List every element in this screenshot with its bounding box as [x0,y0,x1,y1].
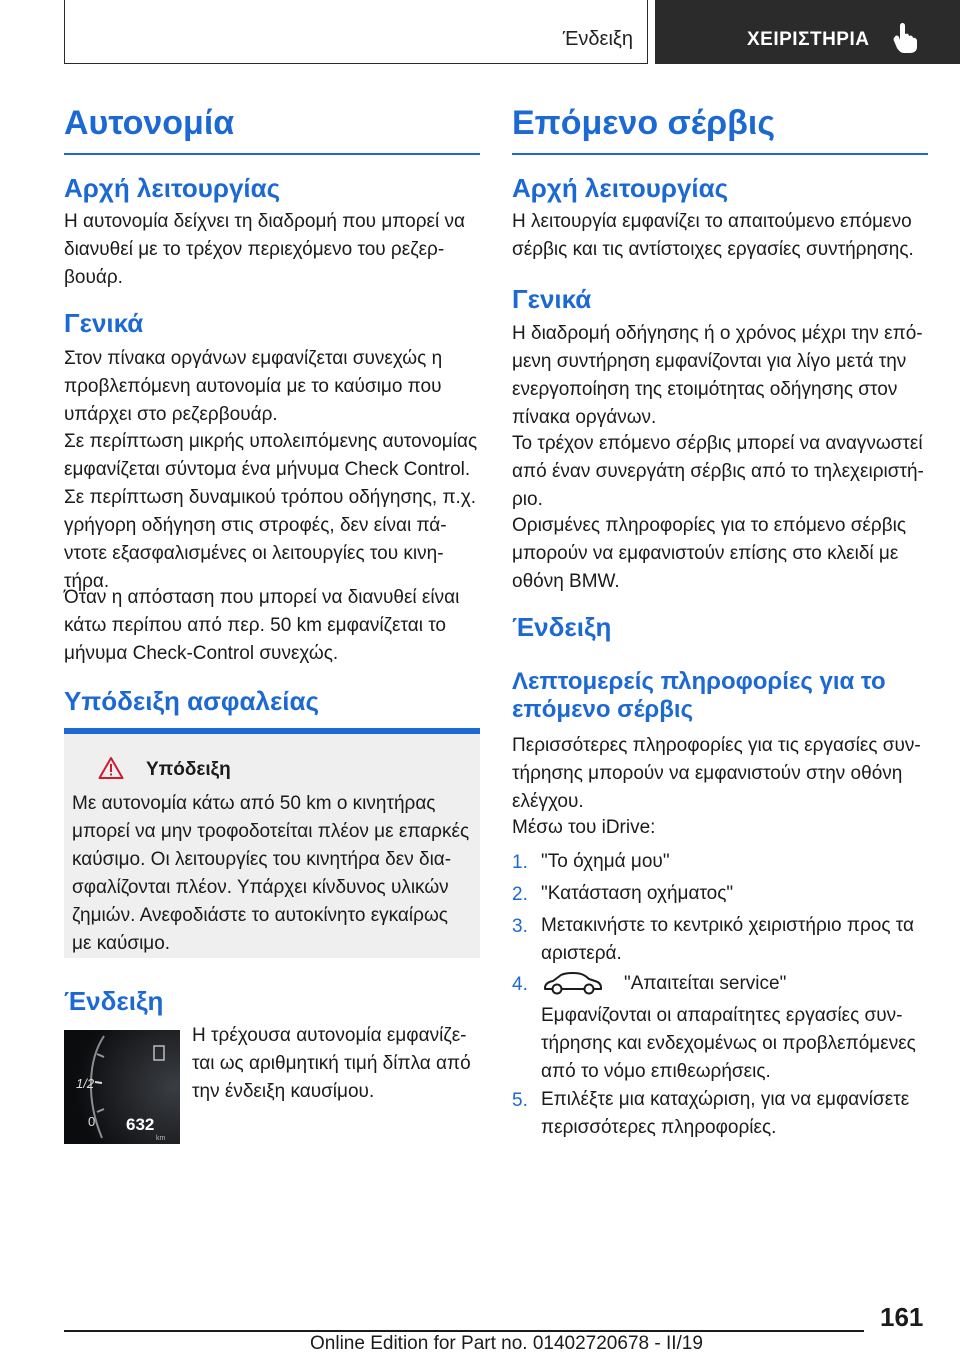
car-service-icon [541,970,605,996]
gauge-range-unit: km [156,1135,166,1142]
page-number: 161 [880,1302,924,1332]
hand-pointer-icon [891,22,919,54]
warning-title: Υπόδειξη [146,759,231,780]
step-number: 2. [512,884,528,905]
service-details-heading: Λεπτομερείς πληροφορίες για το επόμενο σέρβις [512,668,886,723]
range-principle-heading: Αρχή λειτουργίας [64,173,281,203]
range-title: Αυτονομία [64,104,480,155]
fuel-gauge-graphic [64,1030,180,1144]
gauge-zero-label: 0 [88,1114,96,1129]
step-text: Μετακινήστε το κεντρικό χειριστήριο προς τα αριστερά. [541,915,914,964]
service-general-paragraph-3: Ορισμένες πληροφορίες για το επόμενο σέρβις μπορούν να εμφανιστούν επίσης στο κλειδί με οθόνη BMW. [512,515,907,592]
warning-text: Με αυτονομία κάτω από 50 km ο κινητήρας μπορεί να μην τροφοδοτείται πλέον με επαρκές καύσιμο. Οι λειτουργίες του κινητήρα δεν δια- σφαλίζονται πλέον. Υπάρχει κίνδυνος υλικών ζημιών. Ανεφοδιάστε το αυτοκίνητο εγκαίρως με καύσιμο. [72,793,470,954]
step-number: 1. [512,852,528,873]
step-number: 5. [512,1090,528,1111]
service-general-paragraph-2: Το τρέχον επόμενο σέρβις μπορεί να αναγνωστεί από έναν συνεργάτη σέρβις από το τηλεχειριστή- ριο. [512,433,924,510]
step-text: "Το όχημά μου" [541,851,670,872]
footer-rule [64,1330,864,1332]
service-general-paragraph-1: Η διαδρομή οδήγησης ή ο χρόνος μέχρι την επό- μενη συντήρηση εμφανίζονται για λίγο μετά την ενεργοποίηση της ετοιμότητας οδήγησης στον πίνακα οργάνων. [512,323,923,428]
service-display-heading: Ένδειξη [512,612,612,642]
range-principle-text: Η αυτονομία δείχνει τη διαδρομή που μπορεί να διανυθεί με το τρέχον περιεχόμενο του ρεζερ- βουάρ. [64,211,465,288]
range-general-heading: Γενικά [64,308,144,338]
service-principle-text: Η λειτουργία εμφανίζει το απαιτούμενο επόμενο σέρβις και τις αντίστοιχες εργασίες συντήρησης. [512,211,914,260]
step-4-label: "Απαιτείται service" [624,973,787,994]
range-general-paragraph-1: Στον πίνακα οργάνων εμφανίζεται συνεχώς η προβλεπόμενη αυτονομία με το καύσιμο που υπάρχει στο ρεζερβουάρ. [64,348,443,425]
step-number: 4. [512,974,528,995]
step-number: 3. [512,916,528,937]
gauge-fraction-label: 1/2 [76,1076,95,1091]
service-general-heading: Γενικά [512,284,592,314]
safety-heading: Υπόδειξη ασφαλείας [64,686,320,716]
service-via-idrive: Μέσω του iDrive: [512,817,656,838]
range-display-text: Η τρέχουσα αυτονομία εμφανίζε- ται ως αριθμητική τιμή δίπλα από την ένδειξη καυσίμου. [192,1025,471,1102]
service-details-text: Περισσότερες πληροφορίες για τις εργασίες συν- τήρησης μπορούν να εμφανιστούν στην οθόνη ελέγχου. [512,735,921,812]
header-section-title: Ένδειξη [562,28,633,50]
range-general-paragraph-2: Σε περίπτωση μικρής υπολειπόμενης αυτονομίας εμφανίζεται σύντομα ένα μήνυμα Check Control. Σε περίπτωση δυναμικού τρόπου οδήγησης, π.χ. γρήγορη οδήγηση στις στροφές, δεν είναι πά- ντοτε εξασφαλισμένες οι λειτουργίες του κινη- τήρα. [64,431,478,592]
header-frame [64,0,648,64]
header-chapter-label: ΧΕΙΡΙΣΤΗΡΙΑ [747,29,870,50]
fuel-gauge-image [64,1030,180,1144]
gauge-range-value: 632 [126,1115,155,1134]
safety-warning-box [64,728,480,958]
range-general-paragraph-3: Όταν η απόσταση που μπορεί να διανυθεί είναι κάτω περίπου από περ. 50 km εμφανίζεται το μήνυμα Check-Control συνεχώς. [64,587,460,664]
warning-triangle-icon [98,756,124,780]
range-display-heading: Ένδειξη [64,986,164,1016]
step-text: Επιλέξτε μια καταχώριση, για να εμφανίσετε περισσότερες πληροφορίες. [541,1089,910,1138]
step-text: "Κατάσταση οχήματος" [541,883,734,904]
service-principle-heading: Αρχή λειτουργίας [512,173,729,203]
step-text: Εμφανίζονται οι απαραίτητες εργασίες συν- τήρησης και ενδεχομένως οι προβλεπόμενες από το νόμο επιθεωρήσεις. [541,1005,916,1082]
service-title: Επόμενο σέρβις [512,104,928,155]
header-chapter-tab [655,0,960,64]
footer-edition: Online Edition for Part no. 01402720678 - II/19 [310,1333,703,1354]
